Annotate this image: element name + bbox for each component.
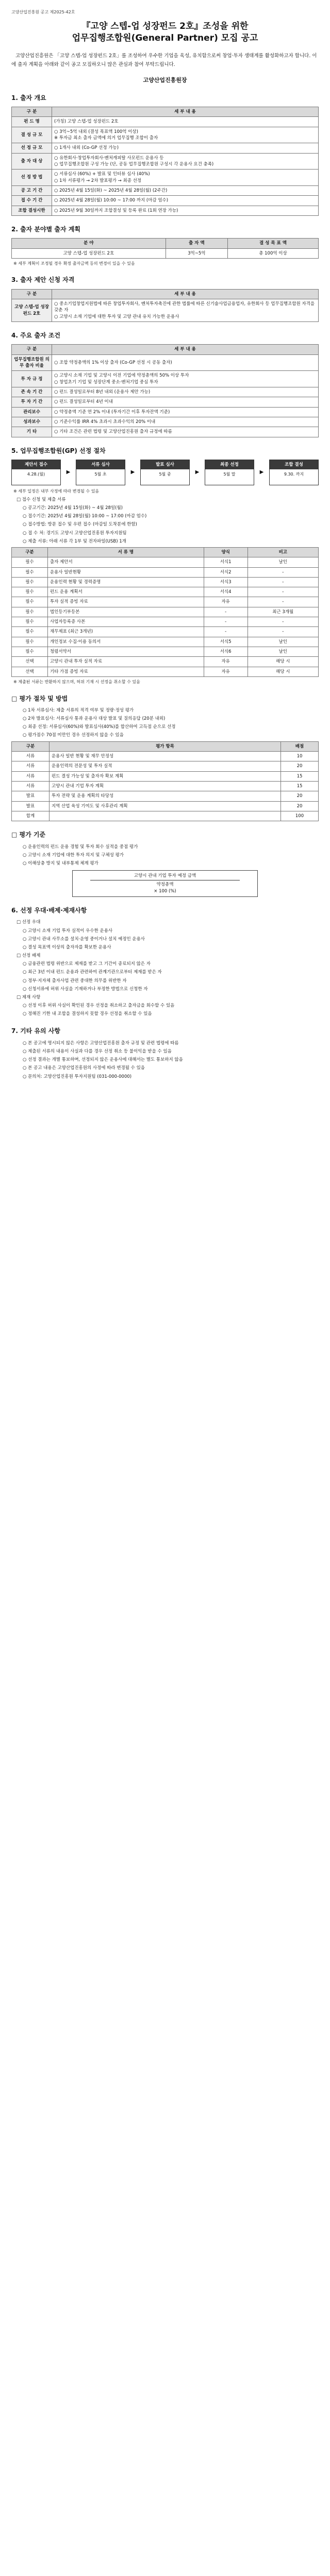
- plan-col-amount: 출 자 액: [166, 239, 227, 248]
- table-cell: 서식2: [204, 567, 248, 577]
- evaluation-heading: □ 평가 절차 및 방법: [11, 694, 68, 702]
- table-row: [12, 587, 319, 597]
- flow-step: [205, 460, 254, 485]
- table-row: [12, 117, 319, 127]
- row-label: 공 고 기 간: [12, 185, 52, 195]
- row-label: 업무집행조합원 의무 출자 비율: [12, 354, 52, 371]
- submission-bullets: [11, 497, 319, 545]
- list-item: ○ 제출된 서류의 내용이 사실과 다를 경우 선정 취소 등 불이익을 받을 수 있음: [23, 1049, 172, 1055]
- row-label: 기 타: [12, 427, 52, 437]
- table-row: [12, 657, 319, 667]
- flow-step-date: 5월 말: [223, 472, 236, 477]
- table-cell: 청렴서약서: [47, 647, 204, 657]
- flow-step-date: 9.30. 까지: [284, 472, 304, 477]
- notes-bullets: [11, 1040, 319, 1080]
- plan-amount: 3억~5억: [166, 248, 227, 258]
- table-row: [12, 791, 319, 801]
- row-label: 관리보수: [12, 407, 52, 417]
- conditions-col-detail: 세 부 내 용: [52, 345, 319, 354]
- table-row: [12, 170, 319, 186]
- table-cell: 해당 시: [248, 667, 318, 676]
- table-cell: 20: [281, 791, 319, 801]
- row-label: 펀 드 명: [12, 117, 52, 127]
- row-value: ○ 유한회사·창업투자회사·벤처캐피탈 사모펀드 운용사 등 ○ 업무집행조합원 구성 가능 (단, 공동 업무집행조합원 구성시 각 운용사 요건 충족): [52, 153, 319, 170]
- table-cell: 100: [281, 811, 319, 821]
- row-value: ○ 2025년 4월 28일(월) 10:00 ~ 17:00 까지 (마감 엄수): [52, 196, 319, 206]
- row-value: ○ 펀드 결성일로부터 4년 이내: [52, 397, 319, 407]
- row-label: 성과보수: [12, 417, 52, 427]
- arrow-right-icon: ▶: [195, 469, 200, 475]
- criteria-bullets: [11, 844, 319, 868]
- row-value: ○ 기타 조건은 관련 법령 및 고양산업진흥원 출자 규정에 따름: [52, 427, 319, 437]
- table-cell: 자유: [204, 667, 248, 676]
- table-cell: 운용사 일반 현황 및 재무 안정성: [49, 751, 280, 761]
- table-row: [12, 667, 319, 676]
- table-cell: 재무제표 (최근 3개년): [47, 627, 204, 637]
- plan-target: 총 100억 이상: [227, 248, 318, 258]
- list-item: ○ 고양시 소재 기업 투자 실적이 우수한 운용사: [23, 928, 113, 934]
- table-row: [12, 577, 319, 587]
- formula-denominator: 약정총액: [156, 882, 174, 888]
- list-item: □ 선정 우대: [16, 920, 41, 925]
- flow-note: ※ 세부 일정은 내부 사정에 따라 변경될 수 있음: [13, 489, 100, 494]
- table-cell: 필수: [12, 617, 48, 627]
- flow-step-date: 5월 초: [94, 472, 107, 477]
- table-cell: 합계: [12, 811, 50, 821]
- table-cell: 서류: [12, 761, 50, 771]
- table-cell: 서식6: [204, 647, 248, 657]
- row-label: 존 속 기 간: [12, 387, 52, 397]
- table-row: [12, 185, 319, 195]
- section-7-heading: 7. 기타 유의 사항: [11, 1027, 60, 1035]
- table-row: [12, 567, 319, 577]
- flow-step-title: 서류 심사: [76, 460, 125, 469]
- row-label: 결 성 규 모: [12, 127, 52, 143]
- plan-col-field: 분 야: [12, 239, 166, 248]
- eligibility-col-detail: 세 부 내 용: [52, 289, 319, 299]
- table-cell: 사업자등록증 사본: [47, 617, 204, 627]
- row-label: 조합 결성시한: [12, 206, 52, 215]
- score-col-item: 평가 항목: [49, 741, 280, 751]
- row-value: ○ 약정총액 기준 연 2% 이내 (투자기간 이후 투자잔액 기준): [52, 407, 319, 417]
- selection-flow: [11, 460, 319, 485]
- table-cell: 펀드 운용 계획서: [47, 587, 204, 597]
- title-box: [11, 21, 319, 44]
- table-cell: 날인: [248, 557, 318, 567]
- table-cell: 필수: [12, 587, 48, 597]
- row-value: ○ 고양시 소재 기업 및 고양시 이전 기업에 약정총액의 50% 이상 투자 ○ 창업초기 기업 및 성장단계 중소·벤처기업 중심 투자: [52, 371, 319, 387]
- row-value: ○ 중소기업창업지원법에 따른 창업투자회사, 벤처투자촉진에 관한 법률에 따른 신기술사업금융업자, 유한회사 등 업무집행조합원 자격을 갖춘 자 ○ 고양시 소재 기업에 대한 투자 및 고양 관내 유치 가능한 운용사: [52, 299, 319, 322]
- flow-step: [140, 460, 190, 485]
- table-cell: 운용인력 현황 및 경력증명: [47, 577, 204, 587]
- list-item: ○ 접수방법: 방문 접수 및 우편 접수 (마감일 도착분에 한함): [23, 522, 137, 528]
- plan-note: ※ 세부 계획이 조정될 경우 확정 출자금액 등의 변경이 있을 수 있음: [13, 261, 135, 266]
- list-item: ○ 정부·지자체 출자사업 관련 중대한 의무를 위반한 자: [23, 978, 127, 984]
- table-row: [12, 617, 319, 627]
- conditions-table-body: [12, 354, 319, 437]
- preference-bullets: [11, 919, 319, 1018]
- row-label: 투 자 규 정: [12, 371, 52, 387]
- list-item: ○ 접수기간: 2025년 4월 28일(월) 10:00 ~ 17:00 (마감 엄수): [23, 514, 147, 519]
- section-5-heading: 5. 업무집행조합원(GP) 선정 절차: [11, 447, 106, 454]
- formula-numerator: 고양시 관내 기업 투자 예정 금액: [134, 873, 196, 879]
- flow-step: [269, 460, 319, 485]
- table-row: [12, 417, 319, 427]
- table-cell: 운용인력의 전문성 및 투자 실적: [49, 761, 280, 771]
- criteria-heading: □ 평가 기준: [11, 831, 46, 839]
- table-cell: 20: [281, 801, 319, 811]
- arrow-right-icon: ▶: [66, 469, 71, 475]
- table-cell: -: [248, 577, 318, 587]
- section-6-heading: 6. 선정 우대·배제·제재사항: [11, 907, 87, 914]
- table-row: [12, 248, 319, 258]
- table-row: [12, 354, 319, 371]
- issuer: 고양산업진흥원장: [143, 76, 187, 83]
- table-cell: 필수: [12, 567, 48, 577]
- table-cell: 필수: [12, 597, 48, 607]
- list-item: ○ 문의처: 고양산업진흥원 투자지원팀 (031-000-0000): [23, 1074, 132, 1079]
- section-1-heading: 1. 출자 개요: [11, 94, 46, 101]
- list-item: ○ 접 수 처: 경기도 고양시 고양산업진흥원 투자지원팀: [23, 530, 127, 536]
- table-cell: [49, 811, 280, 821]
- table-cell: 지역 산업 육성 기여도 및 사후관리 계획: [49, 801, 280, 811]
- table-row: [12, 127, 319, 143]
- table-cell: 서식3: [204, 577, 248, 587]
- table-cell: 법인등기부등본: [47, 607, 204, 617]
- list-item: ○ 평가점수 70점 미만인 경우 선정하지 않을 수 있음: [23, 733, 124, 738]
- row-label: 선 정 규 모: [12, 143, 52, 153]
- flow-step-date: 4.28.(월): [27, 472, 45, 477]
- title-line-2: 업무집행조합원(General Partner) 모집 공고: [72, 32, 258, 43]
- table-row: [12, 627, 319, 637]
- table-cell: 발표: [12, 791, 50, 801]
- docs-note: ※ 제출된 서류는 반환하지 않으며, 허위 기재 시 선정을 취소할 수 있음: [13, 679, 140, 684]
- table-row: [12, 637, 319, 647]
- table-cell: 서식1: [204, 557, 248, 567]
- conditions-table: [11, 344, 319, 437]
- table-row: [12, 647, 319, 657]
- row-value: ○ 조합 약정총액의 1% 이상 출자 (Co-GP 선정 시 공동 출자): [52, 354, 319, 371]
- table-cell: 필수: [12, 577, 48, 587]
- flow-step-title: 발표 심사: [141, 460, 189, 469]
- eligibility-table-body: [12, 299, 319, 322]
- conditions-col-item: 구 분: [12, 345, 52, 354]
- row-value: ○ 펀드 결성일로부터 8년 내외 (운용사 제안 가능): [52, 387, 319, 397]
- formula-tail: × 100 (%): [154, 888, 176, 894]
- flow-step-title: 조합 결성: [270, 460, 318, 469]
- notice-page: [0, 0, 330, 1098]
- table-cell: 10: [281, 751, 319, 761]
- row-label: 출 자 대 상: [12, 153, 52, 170]
- plan-col-target: 결 성 목 표 액: [227, 239, 318, 248]
- table-row: [12, 407, 319, 417]
- investment-ratio-formula: [72, 870, 258, 897]
- overview-col-item: 구 분: [12, 107, 52, 117]
- table-cell: 15: [281, 771, 319, 781]
- list-item: □ 접수 신청 및 제출 서류: [16, 497, 66, 502]
- table-cell: 최근 3개월: [248, 607, 318, 617]
- section-4-heading: 4. 주요 출자 조건: [11, 332, 60, 340]
- table-cell: 필수: [12, 627, 48, 637]
- table-row: [12, 557, 319, 567]
- flow-step-date: 5월 중: [159, 472, 171, 477]
- table-cell: 출자 제안서: [47, 557, 204, 567]
- list-item: ○ 운용인력의 펀드 운용 경험 및 투자 회수 실적을 중점 평가: [23, 844, 138, 850]
- table-cell: 서식5: [204, 637, 248, 647]
- list-item: □ 선정 배제: [16, 953, 41, 959]
- table-cell: 날인: [248, 637, 318, 647]
- docs-col-form: 양식: [204, 547, 248, 557]
- overview-table-body: [12, 117, 319, 215]
- plan-table: [11, 238, 319, 259]
- table-cell: 고양시 관내 기업 투자 계획: [49, 781, 280, 791]
- table-cell: 기타 가점 증빙 자료: [47, 667, 204, 676]
- table-row: [12, 387, 319, 397]
- table-cell: -: [248, 587, 318, 597]
- list-item: ○ 본 공고에 명시되지 않은 사항은 고양산업진흥원 출자 규정 및 관련 법령에 따름: [23, 1040, 179, 1046]
- list-item: ○ 2차 발표심사: 서류심사 통과 운용사 대상 발표 및 질의응답 (20분 내외): [23, 716, 166, 722]
- table-cell: 자유: [204, 597, 248, 607]
- table-row: [12, 597, 319, 607]
- list-item: ○ 제출 서류: 아래 서류 각 1부 및 전자파일(USB) 1개: [23, 538, 126, 544]
- table-row: [12, 801, 319, 811]
- score-col-type: 구분: [12, 741, 50, 751]
- table-cell: 자유: [204, 657, 248, 667]
- row-value: ○ 2025년 4월 15일(화) ~ 2025년 4월 28일(월) (2주간): [52, 185, 319, 195]
- table-cell: 해당 시: [248, 657, 318, 667]
- table-cell: 날인: [248, 647, 318, 657]
- table-row: [12, 751, 319, 761]
- list-item: ○ 1차 서류심사: 제출 서류의 적격 여부 및 정량·정성 평가: [23, 707, 134, 713]
- list-item: ○ 최종 선정: 서류심사(60%)와 발표심사(40%)를 합산하여 고득점 순으로 선정: [23, 724, 176, 730]
- table-row: [12, 397, 319, 407]
- table-cell: 선택: [12, 657, 48, 667]
- score-col-points: 배점: [281, 741, 319, 751]
- notice-number: 고양산업진흥원 공고 제2025-42호: [11, 10, 75, 14]
- row-value: ○ 3억~5억 내외 (결성 목표액 100억 이상) ※ 투자금 최소 출자 금액에 의거 업무집행 조합이 출자: [52, 127, 319, 143]
- table-cell: -: [248, 597, 318, 607]
- row-value: ○ 1개사 내외 (Co-GP 선정 가능): [52, 143, 319, 153]
- table-row: [12, 811, 319, 821]
- table-row: [12, 196, 319, 206]
- row-label: 투 자 기 간: [12, 397, 52, 407]
- table-row: [12, 371, 319, 387]
- table-row: [12, 143, 319, 153]
- table-cell: 서류: [12, 771, 50, 781]
- table-cell: 투자 실적 증빙 자료: [47, 597, 204, 607]
- flow-step-title: 최종 선정: [205, 460, 254, 469]
- list-item: ○ 선정 결과는 개별 통보하며, 선정되지 않은 운용사에 대해서는 별도 통보하지 않음: [23, 1057, 183, 1063]
- row-value: ○ 2025년 9월 30일까지 조합결성 및 등록 완료 (1회 연장 가능): [52, 206, 319, 215]
- table-cell: 운용사 일반현황: [47, 567, 204, 577]
- docs-col-note: 비고: [248, 547, 318, 557]
- list-item: ○ 이해상충 방지 및 내부통제 체계 평가: [23, 860, 98, 866]
- table-cell: 20: [281, 761, 319, 771]
- list-item: ○ 본 공고 내용은 고양산업진흥원의 사정에 따라 변경될 수 있음: [23, 1065, 145, 1071]
- table-cell: -: [248, 567, 318, 577]
- row-value: (가칭) 고양 스텝-업 성장펀드 2호: [52, 117, 319, 127]
- table-cell: 15: [281, 781, 319, 791]
- eligibility-table: [11, 289, 319, 322]
- row-value: ○ 서류심사 (60%) + 발표 및 인터뷰 심사 (40%) ○ 1차 서류평가 → 2차 발표평가 → 최종 선정: [52, 170, 319, 186]
- table-row: [12, 153, 319, 170]
- list-item: ○ 공고기간: 2025년 4월 15일(화) ~ 4월 28일(월): [23, 505, 123, 511]
- table-row: [12, 771, 319, 781]
- section-2-heading: 2. 출자 분야별 출자 계획: [11, 225, 80, 233]
- evaluation-bullets: [11, 707, 319, 739]
- table-row: [12, 607, 319, 617]
- plan-field: 고양 스텝-업 성장펀드 2호: [12, 248, 166, 258]
- table-cell: 필수: [12, 637, 48, 647]
- table-cell: 발표: [12, 801, 50, 811]
- flow-step-title: 제안서 접수: [12, 460, 60, 469]
- docs-col-name: 서 류 명: [47, 547, 204, 557]
- table-cell: 개인정보 수집·이용 동의서: [47, 637, 204, 647]
- table-cell: 필수: [12, 557, 48, 567]
- title-line-1: 『고양 스텝-업 성장펀드 2호』조성을 위한: [81, 21, 249, 31]
- table-row: [12, 299, 319, 322]
- table-cell: 서류: [12, 781, 50, 791]
- table-cell: 서식4: [204, 587, 248, 597]
- intro-paragraph: 고양산업진흥원은 「고양 스텝-업 성장펀드 2호」를 조성하여 우수한 기업을 육성, 유치함으로써 창업·투자 생태계를 활성화하고자 합니다. 이에 출자 계획을 아래와 같이 공고 모집하오니 많은 관심과 참여 부탁드립니다.: [11, 53, 317, 67]
- docs-col-type: 구분: [12, 547, 48, 557]
- table-cell: 고양시 관내 투자 실적 자료: [47, 657, 204, 667]
- table-cell: 펀드 결성 가능성 및 출자자 확보 계획: [49, 771, 280, 781]
- row-label: 고양 스텝-업 성장펀드 2호: [12, 299, 52, 322]
- row-label: 접 수 기 간: [12, 196, 52, 206]
- documents-table: [11, 547, 319, 677]
- flow-step: [76, 460, 125, 485]
- arrow-right-icon: ▶: [259, 469, 264, 475]
- list-item: ○ 금융관련 법령 위반으로 제재를 받고 그 기간이 종료되지 않은 자: [23, 961, 151, 967]
- list-item: ○ 결성 목표액 이상의 출자자를 확보한 운용사: [23, 944, 111, 950]
- table-cell: -: [248, 627, 318, 637]
- table-cell: 투자 전략 및 운용 계획의 타당성: [49, 791, 280, 801]
- table-row: [12, 761, 319, 771]
- row-value: ○ 기준수익률 IRR 4% 초과시 초과수익의 20% 이내: [52, 417, 319, 427]
- documents-table-body: [12, 557, 319, 677]
- list-item: ○ 신청서류에 허위 사실을 기재하거나 부정한 방법으로 신청한 자: [23, 986, 148, 992]
- list-item: ○ 최근 3년 이내 펀드 운용과 관련하여 관계기관으로부터 제재를 받은 자: [23, 970, 162, 975]
- score-table: [11, 741, 319, 822]
- list-item: ○ 정해진 기한 내 조합을 결성하지 못할 경우 선정을 취소할 수 있음: [23, 1011, 152, 1017]
- overview-col-detail: 세 부 내 용: [52, 107, 319, 117]
- list-item: ○ 고양시 소재 기업에 대한 투자 의지 및 구체성 평가: [23, 852, 124, 858]
- score-table-body: [12, 751, 319, 821]
- table-row: [12, 206, 319, 215]
- list-item: ○ 고양시 관내 사무소를 설치·운영 중이거나 설치 예정인 운용사: [23, 936, 145, 942]
- overview-table: [11, 107, 319, 216]
- list-item: ○ 선정 이후 허위 사실이 확인된 경우 선정을 취소하고 출자금을 회수할 수 있음: [23, 1003, 175, 1009]
- table-row: [12, 781, 319, 791]
- table-row: [12, 427, 319, 437]
- table-cell: -: [204, 607, 248, 617]
- table-cell: -: [204, 617, 248, 627]
- table-cell: 서류: [12, 751, 50, 761]
- row-label: 선 정 방 법: [12, 170, 52, 186]
- arrow-right-icon: ▶: [130, 469, 135, 475]
- list-item: □ 제재 사항: [16, 994, 41, 1000]
- table-cell: 선택: [12, 667, 48, 676]
- table-cell: 필수: [12, 647, 48, 657]
- table-cell: 필수: [12, 607, 48, 617]
- table-cell: -: [204, 627, 248, 637]
- eligibility-col-item: 구 분: [12, 289, 52, 299]
- flow-step: [11, 460, 61, 485]
- section-3-heading: 3. 출자 제안 신청 자격: [11, 276, 75, 284]
- table-cell: -: [248, 617, 318, 627]
